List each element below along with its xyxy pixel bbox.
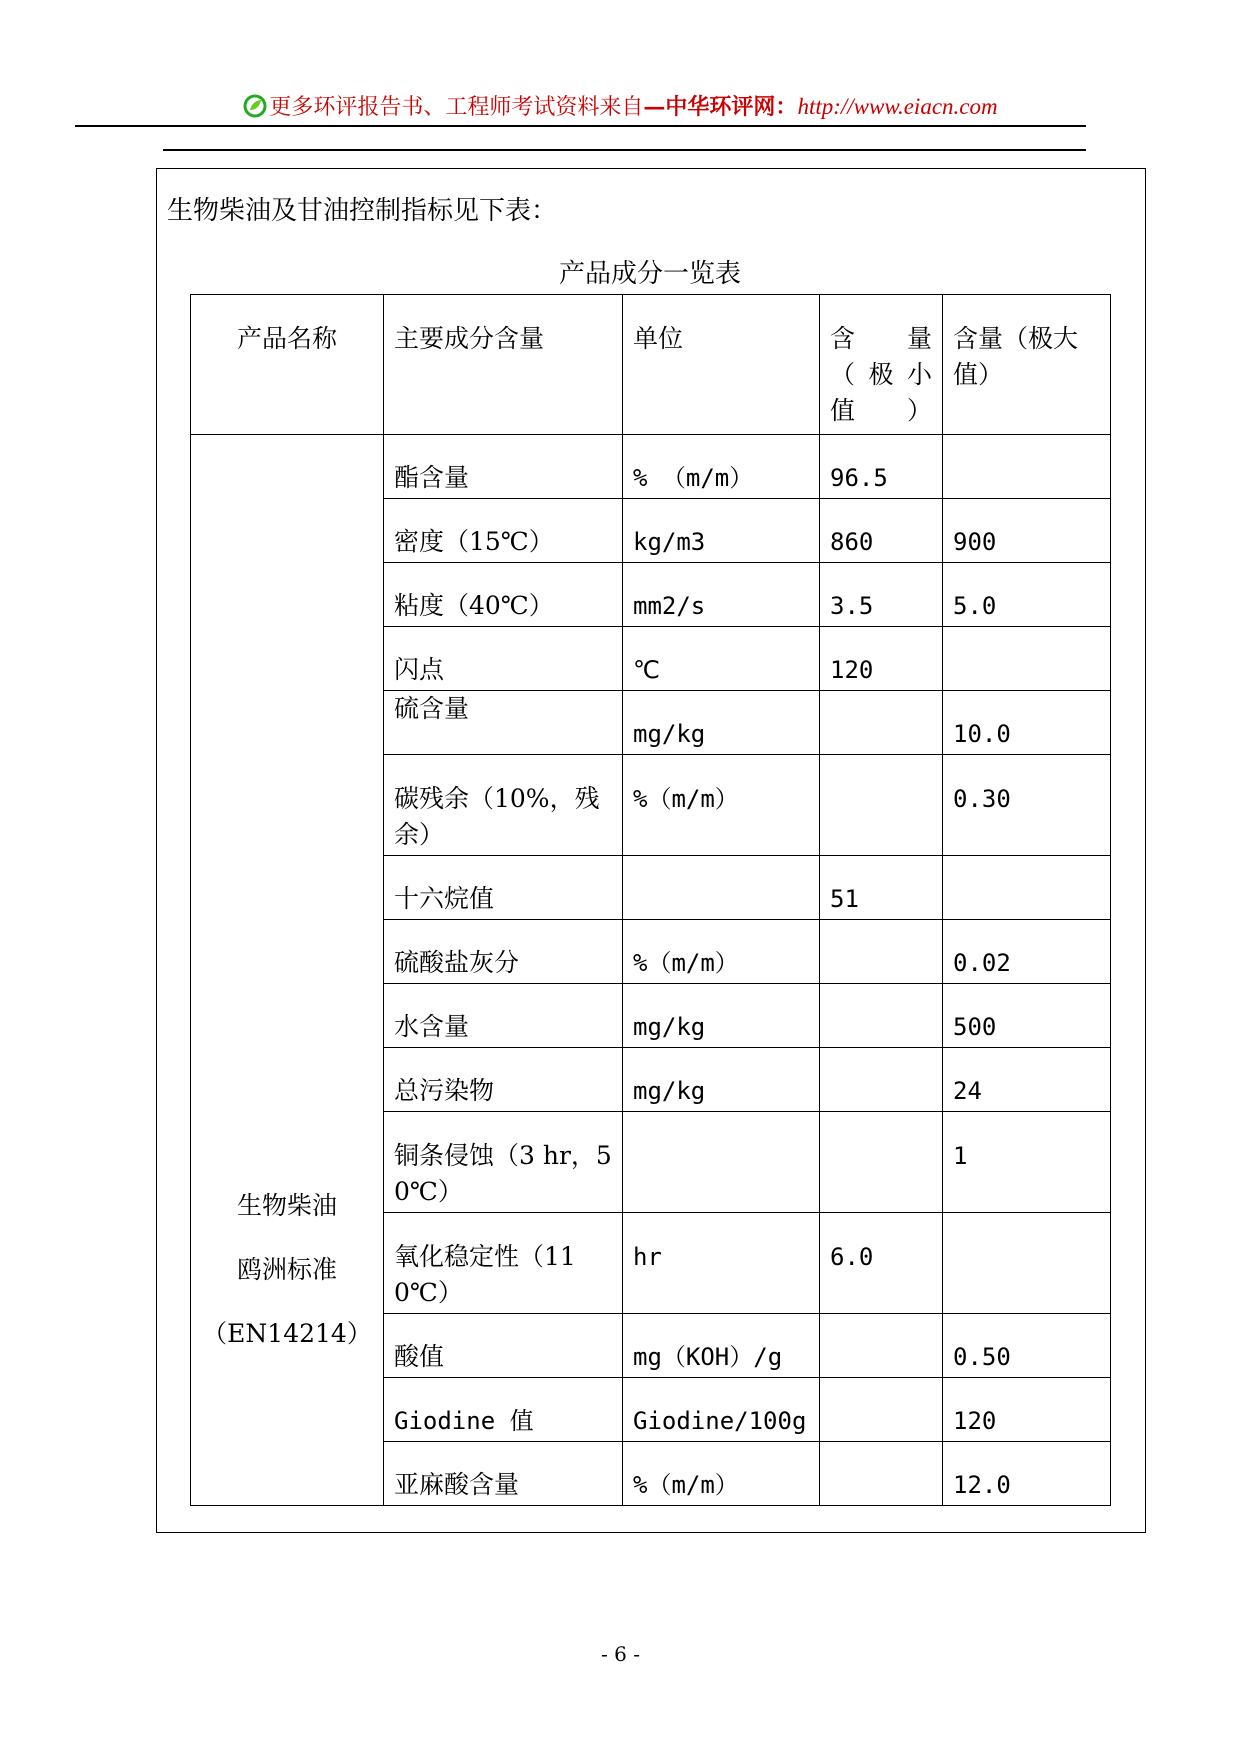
row-max xyxy=(943,1213,1111,1314)
row-unit: %（m/m） xyxy=(623,755,820,856)
row-unit: mg/kg xyxy=(623,691,820,755)
header-colon: ： xyxy=(775,94,798,120)
row-min: 120 xyxy=(820,627,943,691)
row-unit xyxy=(623,1112,820,1213)
row-item: 粘度（40℃） xyxy=(384,563,623,627)
row-max: 500 xyxy=(943,984,1111,1048)
row-max: 120 xyxy=(943,1378,1111,1442)
row-unit: ℃ xyxy=(623,627,820,691)
row-item: 亚麻酸含量 xyxy=(384,1442,623,1506)
row-max: 12.0 xyxy=(943,1442,1111,1506)
row-item: 水含量 xyxy=(384,984,623,1048)
product-name-cell xyxy=(191,435,384,1506)
row-min xyxy=(820,1378,943,1442)
row-unit: kg/m3 xyxy=(623,499,820,563)
row-item: 铜条侵蚀（3 hr，50℃） xyxy=(384,1112,623,1213)
row-max xyxy=(943,627,1111,691)
row-unit: hr xyxy=(623,1213,820,1314)
table-caption: 产品成分一览表 xyxy=(558,259,741,289)
row-min: 96.5 xyxy=(820,435,943,499)
row-min xyxy=(820,1112,943,1213)
row-item: 酸值 xyxy=(384,1314,623,1378)
row-min: 51 xyxy=(820,856,943,920)
row-min xyxy=(820,920,943,984)
row-unit: % （m/m） xyxy=(623,435,820,499)
header-brand: 中华环评网 xyxy=(665,94,776,120)
product-name-line2: 鸥洲标准 xyxy=(236,1255,337,1284)
row-unit: mg/kg xyxy=(623,1048,820,1112)
row-max: 0.50 xyxy=(943,1314,1111,1378)
product-composition-table xyxy=(190,294,1111,1506)
row-item: 碳残余（10%，残余） xyxy=(384,755,623,856)
row-unit: mg/kg xyxy=(623,984,820,1048)
row-item: 硫含量 xyxy=(384,691,623,755)
header-min-content: 含 量（极小值） xyxy=(820,295,943,435)
table-header-row xyxy=(191,295,1111,435)
row-max: 10.0 xyxy=(943,691,1111,755)
row-min xyxy=(820,691,943,755)
header-rule-top xyxy=(75,125,1086,127)
row-item: 总污染物 xyxy=(384,1048,623,1112)
row-item: 十六烷值 xyxy=(384,856,623,920)
header-rule-bottom xyxy=(163,149,1086,151)
table-row xyxy=(191,435,1111,499)
page-number: - 6 - xyxy=(601,1642,640,1666)
row-max: 900 xyxy=(943,499,1111,563)
row-max: 0.30 xyxy=(943,755,1111,856)
row-max: 24 xyxy=(943,1048,1111,1112)
row-max xyxy=(943,435,1111,499)
row-unit: Giodine/100g xyxy=(623,1378,820,1442)
product-name-line1: 生物柴油 xyxy=(236,1191,337,1220)
header-product-name: 产品名称 xyxy=(191,295,384,435)
row-item: Giodine 值 xyxy=(384,1378,623,1442)
row-min: 6.0 xyxy=(820,1213,943,1314)
row-min xyxy=(820,1048,943,1112)
row-unit: %（m/m） xyxy=(623,920,820,984)
row-min xyxy=(820,984,943,1048)
row-item: 酯含量 xyxy=(384,435,623,499)
row-min: 3.5 xyxy=(820,563,943,627)
row-item: 氧化稳定性（110℃） xyxy=(384,1213,623,1314)
row-max xyxy=(943,856,1111,920)
row-item: 密度（15℃） xyxy=(384,499,623,563)
row-item: 硫酸盐灰分 xyxy=(384,920,623,984)
intro-paragraph: 生物柴油及甘油控制指标见下表： xyxy=(167,196,558,226)
row-max: 5.0 xyxy=(943,563,1111,627)
header-dash: — xyxy=(643,94,666,120)
row-min xyxy=(820,1314,943,1378)
row-unit: %（m/m） xyxy=(623,1442,820,1506)
row-unit: mm2/s xyxy=(623,563,820,627)
row-max: 0.02 xyxy=(943,920,1111,984)
row-min xyxy=(820,755,943,856)
header-max-content: 含量（极大值） xyxy=(943,295,1111,435)
row-min xyxy=(820,1442,943,1506)
row-item: 闪点 xyxy=(384,627,623,691)
row-unit: mg（KOH）/g xyxy=(623,1314,820,1378)
header-unit: 单位 xyxy=(623,295,820,435)
page-header xyxy=(0,92,1241,127)
row-unit xyxy=(623,856,820,920)
row-max: 1 xyxy=(943,1112,1111,1213)
header-text: 更多环评报告书、工程师考试资料来自 xyxy=(269,95,644,120)
row-min: 860 xyxy=(820,499,943,563)
product-name-line3: （EN14214） xyxy=(202,1319,372,1348)
header-url-link[interactable]: http://www.eiacn.com xyxy=(797,94,998,119)
leaf-logo-icon xyxy=(243,94,267,127)
header-component: 主要成分含量 xyxy=(384,295,623,435)
